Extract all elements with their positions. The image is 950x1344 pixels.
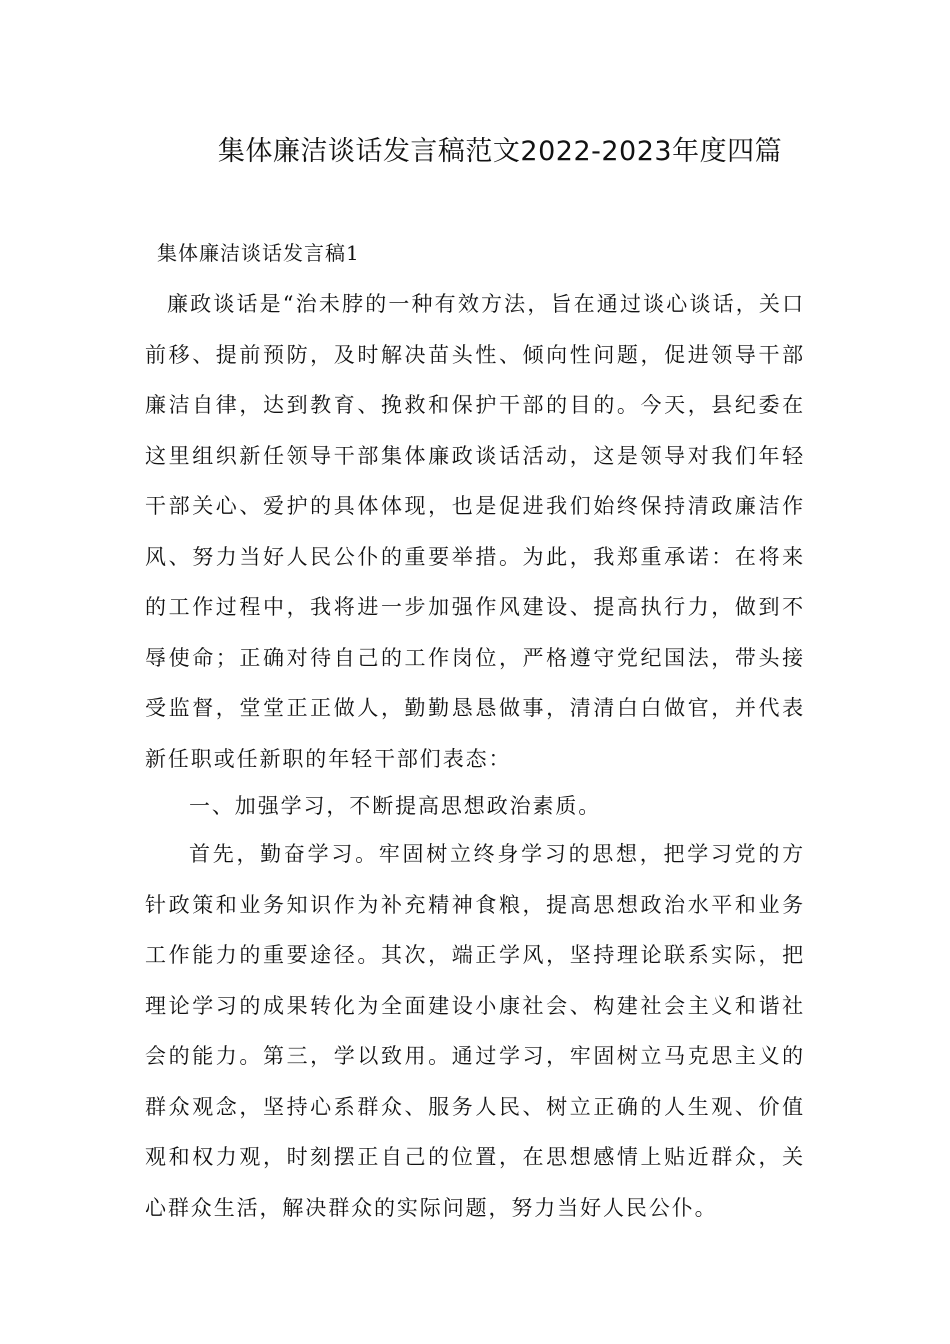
- paragraph-1: 廉政谈话是“治未脖的一种有效方法，旨在通过谈心谈话，关口前移、提前预防，及时解决苗头性、倾向性问题，促进领导干部廉洁自律，达到教育、挽救和保护干部的目的。今天，县纪委在这里组织新任领导干部集体廉政谈话活动，这是领导对我们年轻干部关心、爱护的具体体现，也是促进我们始终保持清政廉洁作风、努力当好人民公仆的重要举措。为此，我郑重承诺：在将来的工作过程中，我将进一步加强作风建设、提高执行力，做到不辱使命；正确对待自己的工作岗位，严格遵守党纪国法，带头接受监督，堂堂正正做人，勤勤恳恳做事，清清白白做官，并代表新任职或任新职的年轻干部们表态：: [145, 292, 805, 771]
- paragraph-3: 首先，勤奋学习。牢固树立终身学习的思想，把学习党的方针政策和业务知识作为补充精神食粮，提高思想政治水平和业务工作能力的重要途径。其次，端正学风，坚持理论联系实际，把理论学习的成果转化为全面建设小康社会、构建社会主义和谐社会的能力。第三，学以致用。通过学习，牢固树立马克思主义的群众观念，坚持心系群众、服务人民、树立正确的人生观、价值观和权力观，时刻摆正自己的位置，在思想感情上贴近群众，关心群众生活，解决群众的实际问题，努力当好人民公仆。: [145, 842, 805, 1220]
- paragraph-2: 一、加强学习，不断提高思想政治素质。: [189, 794, 602, 818]
- document-title: 集体廉洁谈话发言稿范文2022-2023年度四篇: [217, 136, 783, 167]
- section-heading: 集体廉洁谈话发言稿1: [157, 241, 360, 265]
